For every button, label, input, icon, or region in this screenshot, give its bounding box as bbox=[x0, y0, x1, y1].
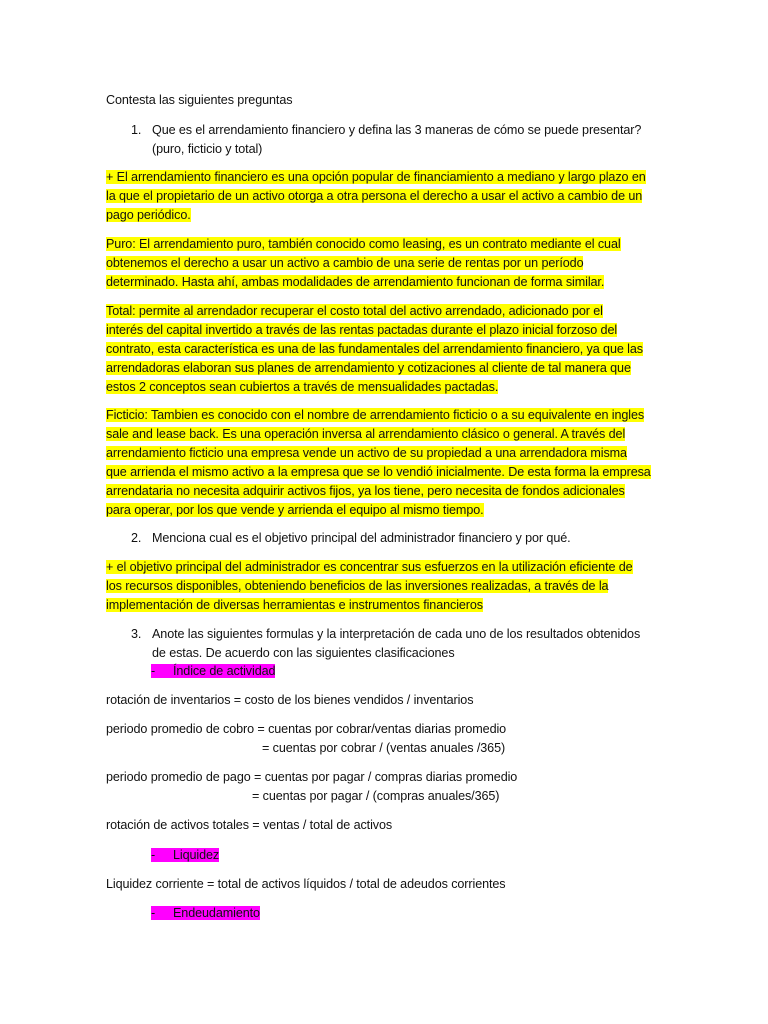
a1-line: pago periódico. bbox=[106, 208, 191, 222]
bullet-endeudamiento bbox=[151, 904, 260, 923]
formula-rotacion-inventarios: rotación de inventarios = costo de los bienes vendidos / inventarios bbox=[106, 693, 474, 707]
total-line: Total: permite al arrendador recuperar el costo total del activo arrendado, adicionado por el bbox=[106, 304, 603, 318]
bullet-actividad bbox=[151, 662, 275, 681]
bullet-label: Liquidez bbox=[173, 848, 220, 862]
ficticio-line: arrendamiento ficticio una empresa vende un activo de su propiedad a una arrendadora misma bbox=[106, 446, 627, 460]
bullet-dash: - bbox=[151, 664, 156, 678]
bullet-dash: - bbox=[151, 848, 156, 862]
ficticio-line: Ficticio: Tambien es conocido con el nombre de arrendamiento ficticio o a su equivalente en ingles bbox=[106, 408, 645, 422]
formula-ppp-line2: = cuentas por pagar / (compras anuales/365) bbox=[252, 789, 500, 803]
bullet-dash: - bbox=[151, 906, 156, 920]
total-line: arrendadoras elaboran sus planes de arrendamiento y cotizaciones al cliente de tal manera que bbox=[106, 361, 631, 375]
puro-line: Puro: El arrendamiento puro, también conocido como leasing, es un contrato mediante el cual bbox=[106, 237, 621, 251]
q1-text-line2: (puro, ficticio y total) bbox=[152, 142, 263, 156]
a1-line: + El arrendamiento financiero es una opción popular de financiamiento a mediano y largo plazo en bbox=[106, 170, 646, 184]
ficticio-line: para operar, por los que vende y arrienda el equipo al mismo tiempo. bbox=[106, 503, 484, 517]
a2-line: implementación de diversas herramientas e instrumentos financieros bbox=[106, 598, 483, 612]
ficticio-line: sale and lease back. Es una operación inversa al arrendamiento clásico o general. A través del bbox=[106, 427, 626, 441]
q3-number: 3. bbox=[131, 627, 142, 641]
total-line: interés del capital invertido a través de las rentas pactadas durante el plazo inicial forzoso del bbox=[106, 323, 618, 337]
q1-text-line1: Que es el arrendamiento financiero y defina las 3 maneras de cómo se puede presentar? bbox=[152, 123, 642, 137]
formula-rotacion-activos: rotación de activos totales = ventas / total de activos bbox=[106, 818, 393, 832]
puro-line: obtenemos el derecho a usar un activo a cambio de una serie de rentas por un período bbox=[106, 256, 584, 270]
q3-text-line1: Anote las siguientes formulas y la interpretación de cada uno de los resultados obtenidos bbox=[152, 627, 641, 641]
q2-number: 2. bbox=[131, 531, 142, 545]
a2-line: los recursos disponibles, obteniendo beneficios de las inversiones realizadas, a través de la bbox=[106, 579, 609, 593]
bullet-label: Endeudamiento bbox=[173, 906, 260, 920]
q3-text-line2: de estas. De acuerdo con las siguientes clasificaciones bbox=[152, 646, 455, 660]
intro-text: Contesta las siguientes preguntas bbox=[106, 93, 293, 107]
puro-line: determinado. Hasta ahí, ambas modalidades de arrendamiento funcionan de forma similar. bbox=[106, 275, 605, 289]
total-line: estos 2 conceptos sean cubiertos a través de mensualidades pactadas. bbox=[106, 380, 499, 394]
formula-ppp-line1: periodo promedio de pago = cuentas por pagar / compras diarias promedio bbox=[106, 770, 518, 784]
formula-ppc-line2: = cuentas por cobrar / (ventas anuales /365) bbox=[262, 741, 506, 755]
formula-ppc-line1: periodo promedio de cobro = cuentas por cobrar/ventas diarias promedio bbox=[106, 722, 507, 736]
q1-number: 1. bbox=[131, 123, 142, 137]
bullet-liquidez bbox=[151, 846, 219, 865]
bullet-label: Índice de actividad bbox=[173, 664, 276, 678]
q2-text: Menciona cual es el objetivo principal del administrador financiero y por qué. bbox=[152, 531, 571, 545]
formula-liquidez-corriente: Liquidez corriente = total de activos líquidos / total de adeudos corrientes bbox=[106, 877, 506, 891]
a2-line: + el objetivo principal del administrador es concentrar sus esfuerzos en la utilización eficiente de bbox=[106, 560, 633, 574]
ficticio-line: que arrienda el mismo activo a la empresa que se lo vendió inicialmente. De esta forma la empresa bbox=[106, 465, 651, 479]
total-line: contrato, esta característica es una de las fundamentales del arrendamiento financiero, ya que las bbox=[106, 342, 643, 356]
a1-line: la que el propietario de un activo otorga a otra persona el derecho a usar el activo a cambio de un bbox=[106, 189, 643, 203]
ficticio-line: arrendataria no necesita adquirir activos fijos, ya los tiene, pero necesita de fondos adicionales bbox=[106, 484, 625, 498]
